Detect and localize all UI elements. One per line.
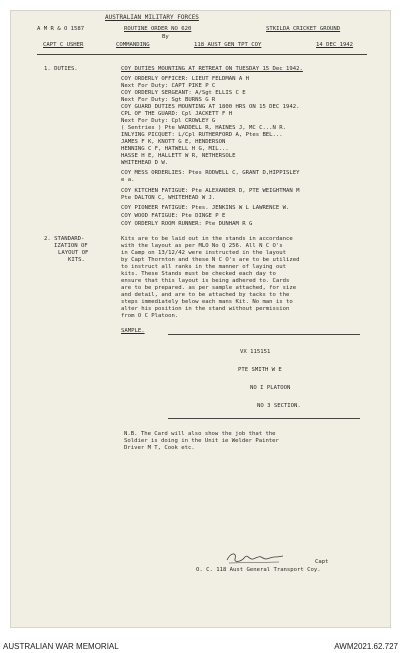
sample-card-bottom-rule bbox=[168, 418, 360, 419]
duty-line: COY GUARD DUTIES MOUNTING AT 1800 HRS ON 15 DEC 1942. bbox=[121, 104, 300, 110]
body-line: are to be prepared. as per sample attached, for size bbox=[121, 285, 297, 291]
duty-line: COY ORDERLY ROOM RUNNER: Pte DUNHAM R G bbox=[121, 221, 253, 227]
signoff-line: O. C. 118 Aust General Transport Coy. bbox=[196, 567, 321, 573]
duty-line: WHITEHEAD D W. bbox=[121, 160, 169, 166]
duty-line: Next For Duty: CAPT PIKE P C bbox=[121, 83, 216, 89]
body-line: kits. These Stands must be checked each day to bbox=[121, 271, 276, 277]
body-line: in Camp on 13/12/42 were instructed in the layout bbox=[121, 250, 287, 256]
document-title: AUSTRALIAN MILITARY FORCES bbox=[105, 14, 199, 21]
sample-label: SAMPLE. bbox=[121, 328, 145, 334]
document-page bbox=[10, 10, 391, 628]
sample-soldier-name: PTE SMITH W E bbox=[238, 367, 282, 373]
nb-line: Driver M T, Cook etc. bbox=[124, 445, 195, 451]
body-line: and detail, and are to be attached by tacks to the bbox=[121, 292, 290, 298]
duty-line: COY KITCHEN FATIGUE: Pte ALEXANDER D, PTE WEIGHTMAN M bbox=[121, 188, 300, 194]
archive-id: AWM2021.62.727 bbox=[334, 642, 398, 651]
order-date: 14 DEC 1942 bbox=[316, 42, 354, 48]
body-line: with the layout as per MLO No Q 256. All N C O's bbox=[121, 243, 283, 249]
nb-line: N.B. The Card will also show the job that the bbox=[124, 431, 276, 437]
signature bbox=[225, 550, 285, 566]
body-line: steps immediately below each mans Kit. No man is to bbox=[121, 299, 293, 305]
duty-line: HENNING C F, HATWELL H G, MIL... bbox=[121, 146, 229, 152]
duty-line: INLYING PICQUET: L/Cpl RUTHERFORD A, Ptes BEL... bbox=[121, 132, 283, 138]
section-2-title-line: LAYOUT OF bbox=[58, 250, 89, 256]
duty-line: ( Sentries ) Pte WADDELL R, HAINES J, MC C...N R. bbox=[121, 125, 287, 131]
duty-line: JAMES F K, KNOTT G E, HENDERSON bbox=[121, 139, 226, 145]
section-2-title-line: IZATION OF bbox=[54, 243, 88, 249]
ref-number: A M R & O 1587 bbox=[37, 26, 85, 32]
duty-line: Next For Duty: Cpl CROWLEY G bbox=[121, 118, 216, 124]
header-rule bbox=[37, 54, 367, 55]
sample-vx-number: VX 115151 bbox=[240, 349, 271, 355]
officer-name: CAPT C USHER bbox=[43, 42, 84, 48]
section-1-number: 1. DUTIES. bbox=[44, 66, 78, 72]
duty-line: Pte DALTON C, WHITEHEAD W J. bbox=[121, 195, 216, 201]
body-line: Kits are to be laid out in the stands in accordance bbox=[121, 236, 293, 242]
duty-line: Next For Duty: Sgt BURNS G R bbox=[121, 97, 216, 103]
routine-order: ROUTINE ORDER NO 620 bbox=[124, 26, 192, 32]
sample-card-top-rule bbox=[168, 334, 360, 335]
body-line: from O C Platoon. bbox=[121, 313, 179, 319]
duty-line: HASSE H E, HALLETT W R, NETHERSOLE bbox=[121, 153, 236, 159]
section-2-title-line: KITS. bbox=[68, 257, 85, 263]
duty-line: COY PIONEER FATIGUE: Ptes. JENKINS W L LAWRENCE W. bbox=[121, 205, 290, 211]
archive-footer bbox=[0, 630, 402, 653]
duty-line: COY MESS ORDERLIES: Ptes RODWELL C, GRANT D,HIPPISLEY bbox=[121, 170, 300, 176]
commanding-label: COMMANDING bbox=[116, 42, 150, 48]
section-2-number: 2. STANDARD- bbox=[44, 236, 85, 242]
unit-name: 118 AUST GEN TPT COY bbox=[194, 42, 262, 48]
body-line: to instruct all ranks in the manner of laying out bbox=[121, 264, 287, 270]
duty-line: e a. bbox=[121, 177, 135, 183]
duty-line: COY WOOD FATIGUE: Pte DINGE P E bbox=[121, 213, 226, 219]
duty-line: CPL OF THE GUARD: Cpl JACKETT F H bbox=[121, 111, 233, 117]
body-line: ensure that this layout is being adhered to. Cards bbox=[121, 278, 290, 284]
sample-section: NO 3 SECTION. bbox=[257, 403, 301, 409]
duty-line: COY ORDERLY SERGEANT: A/Sgt ELLIS C E bbox=[121, 90, 246, 96]
duty-line: COY ORDERLY OFFICER: LIEUT FELDMAN A H bbox=[121, 76, 249, 82]
body-line: alter his position in the stand without permission bbox=[121, 306, 290, 312]
sample-platoon: NO I PLATOON bbox=[250, 385, 291, 391]
signoff-rank: Capt bbox=[315, 559, 329, 565]
nb-line: Soldier is doing in the Unit ie Welder Painter bbox=[124, 438, 279, 444]
body-line: by Capt Thornton and these N C O's are to be utilized bbox=[121, 257, 300, 263]
location: STKILDA CRICKET GROUND bbox=[266, 26, 341, 32]
by-label: By bbox=[162, 34, 169, 40]
archive-name: AUSTRALIAN WAR MEMORIAL bbox=[3, 642, 119, 651]
section-1-heading: COY DUTIES MOUNTING AT RETREAT ON TUESDAY 15 Dec 1942. bbox=[121, 66, 303, 72]
